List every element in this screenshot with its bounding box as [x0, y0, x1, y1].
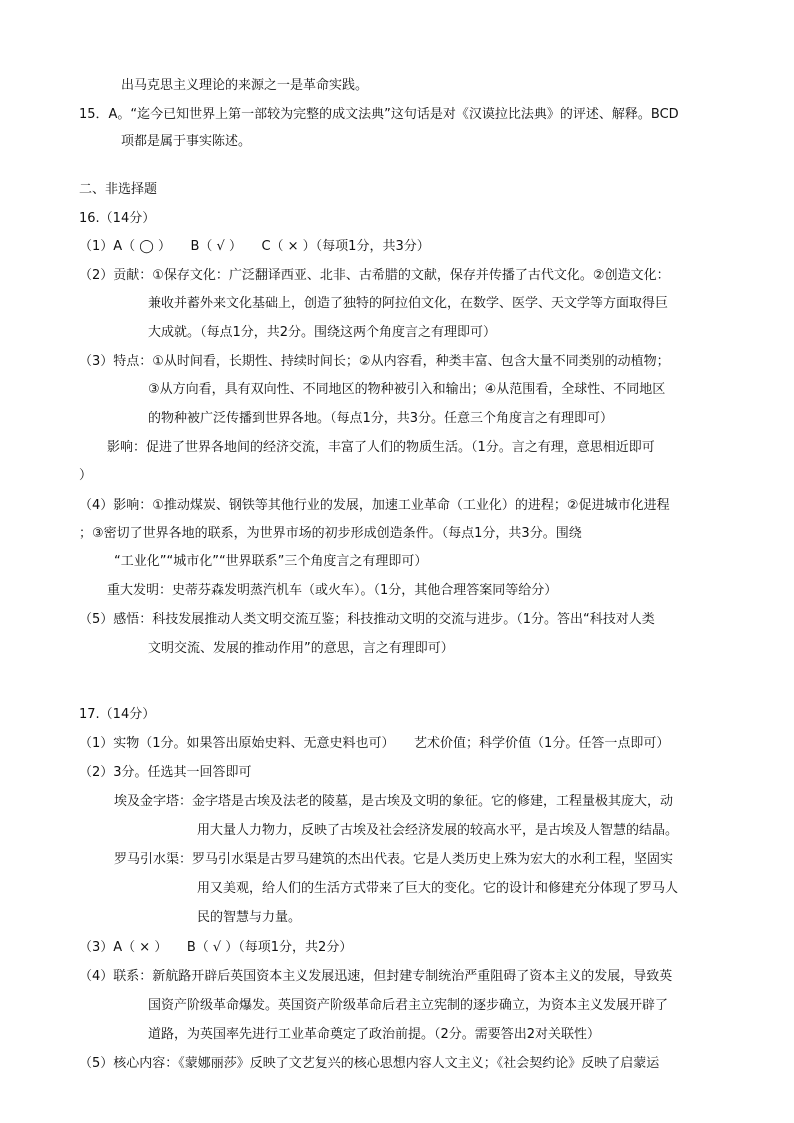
text-line: 民的智慧与力量。 — [197, 910, 302, 925]
text-line: ） — [79, 468, 93, 483]
text-line: （2）3分。任选其一回答即可 — [79, 765, 252, 780]
text-line: 15．A。“迄今已知世界上第一部较为完整的成文法典”这句话是对《汉谟拉比法典》的评述、解释。BCD — [79, 107, 679, 122]
text-line: （1）A（ ◯ ） B（ √ ） C（ × ）（每项1分，共3分） — [79, 239, 430, 254]
text-line: 兼收并蓄外来文化基础上，创造了独特的阿拉伯文化，在数学、医学、天文学等方面取得巨 — [148, 296, 669, 311]
section-heading: 二、非选择题 — [79, 182, 158, 197]
text-line: 用又美观，给人们的生活方式带来了巨大的变化。它的设计和修建充分体现了罗马人 — [197, 881, 679, 896]
text-line: （4）联系：新航路开辟后英国资本主义发展迅速，但封建专制统治严重阻碍了资本主义的发展，导致英 — [79, 969, 673, 984]
text-line: 文明交流、发展的推动作用”的意思，言之有理即可） — [148, 641, 454, 656]
text-line: （3）特点：①从时间看，长期性、持续时间长；②从内容看，种类丰富、包含大量不同类别的动植物； — [79, 354, 670, 369]
text-line: 的物种被广泛传播到世界各地。（每点1分，共3分。任意三个角度言之有理即可） — [148, 411, 614, 426]
text-line: ③从方向看，具有双向性、不同地区的物种被引入和输出；④从范围看，全球性、不同地区 — [148, 382, 666, 397]
text-line: 国资产阶级革命爆发。英国资产阶级革命后君主立宪制的逐步确立，为资本主义发展开辟了 — [148, 998, 669, 1013]
text-line: （2）贡献：①保存文化：广泛翻译西亚、北非、古希腊的文献，保存并传播了古代文化。②创造文化： — [79, 268, 670, 283]
text-line: （5）核心内容：《蒙娜丽莎》反映了文艺复兴的核心思想内容人文主义；《社会契约论》反映了启蒙运 — [79, 1056, 660, 1071]
text-line: （5）感悟：科技发展推动人类文明交流互鉴；科技推动文明的交流与进步。（1分。答出“科技对人类 — [79, 612, 655, 627]
text-line: 埃及金字塔：金字塔是古埃及法老的陵墓，是古埃及文明的象征。它的修建，工程量极其庞大，动 — [114, 794, 674, 809]
text-line: （4）影响：①推动煤炭、钢铁等其他行业的发展，加速工业革命（工业化）的进程；②促进城市化进程 — [79, 498, 670, 513]
text-line: “工业化”“城市化”“世界联系”三个角度言之有理即可） — [114, 554, 428, 569]
text-line: 出马克思主义理论的来源之一是革命实践。 — [121, 78, 369, 93]
question-number: 16.（14分） — [79, 211, 156, 226]
question-number: 17.（14分） — [79, 707, 156, 722]
text-line: 重大发明：史蒂芬森发明蒸汽机车（或火车）。（1分，其他合理答案同等给分） — [107, 583, 558, 598]
text-line: 道路，为英国率先进行工业革命奠定了政治前提。（2分。需要答出2对关联性） — [148, 1027, 601, 1042]
text-line: 用大量人力物力，反映了古埃及社会经济发展的较高水平，是古埃及人智慧的结晶。 — [197, 823, 679, 838]
text-line: 罗马引水渠：罗马引水渠是古罗马建筑的杰出代表。它是人类历史上殊为宏大的水利工程，坚固实 — [114, 852, 674, 867]
text-line: ；③密切了世界各地的联系，为世界市场的初步形成创造条件。（每点1分，共3分。围绕 — [79, 526, 582, 541]
text-line: 大成就。（每点1分，共2分。围绕这两个角度言之有理即可） — [148, 325, 497, 340]
text-line: （3）A（ × ） B（ √ ）（每项1分，共2分） — [79, 940, 353, 955]
text-line: 项都是属于事实陈述。 — [121, 134, 252, 149]
text-line: （1）实物（1分。如果答出原始史料、无意史料也可） 艺术价值；科学价值（1分。任答一点即可） — [79, 736, 670, 751]
text-line: 影响：促进了世界各地间的经济交流，丰富了人们的物质生活。（1分。言之有理，意思相近即可 — [107, 440, 655, 455]
